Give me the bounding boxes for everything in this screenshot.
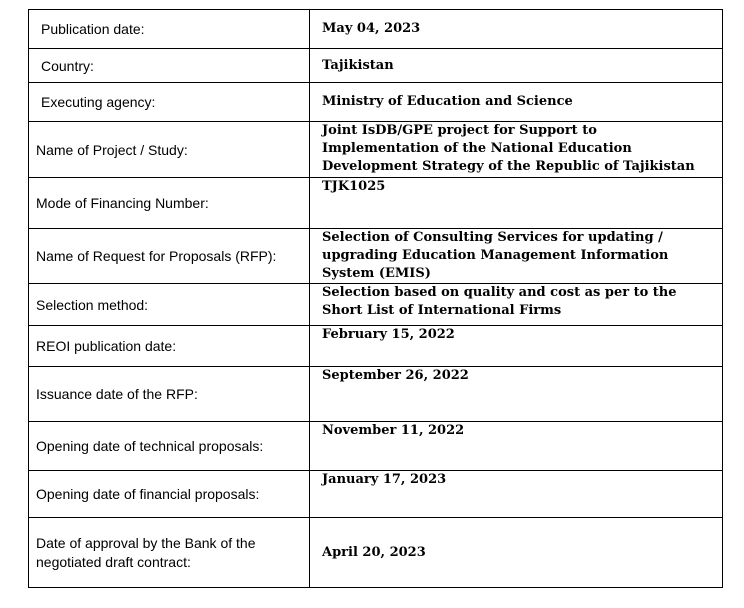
row-value: November 11, 2022 bbox=[310, 422, 723, 471]
row-value: Tajikistan bbox=[310, 49, 723, 83]
table-row bbox=[29, 367, 723, 422]
row-label: Name of Request for Proposals (RFP): bbox=[29, 229, 310, 284]
row-label: Mode of Financing Number: bbox=[29, 178, 310, 229]
table-row bbox=[29, 518, 723, 588]
row-label: Date of approval by the Bank of the negotiated draft contract: bbox=[29, 518, 310, 588]
row-value: Joint IsDB/GPE project for Support to Implementation of the National Education Development Strategy of the Republic of Tajikistan bbox=[310, 122, 723, 178]
row-label: REOI publication date: bbox=[29, 326, 310, 367]
row-label: Opening date of technical proposals: bbox=[29, 422, 310, 471]
row-label: Executing agency: bbox=[29, 83, 310, 122]
row-label: Country: bbox=[29, 49, 310, 83]
procurement-info-table bbox=[28, 9, 723, 588]
table-row bbox=[29, 10, 723, 49]
row-value: September 26, 2022 bbox=[310, 367, 723, 422]
row-value: April 20, 2023 bbox=[310, 518, 723, 588]
row-value: Selection of Consulting Services for updating / upgrading Education Management Information System (EMIS) bbox=[310, 229, 723, 284]
table-row bbox=[29, 83, 723, 122]
row-value: January 17, 2023 bbox=[310, 471, 723, 518]
table-row bbox=[29, 229, 723, 284]
row-label: Opening date of financial proposals: bbox=[29, 471, 310, 518]
row-value: Selection based on quality and cost as per to the Short List of International Firms bbox=[310, 284, 723, 326]
row-value: TJK1025 bbox=[310, 178, 723, 229]
table-row bbox=[29, 49, 723, 83]
table-row bbox=[29, 471, 723, 518]
table-row bbox=[29, 122, 723, 178]
row-value: May 04, 2023 bbox=[310, 10, 723, 49]
table-row bbox=[29, 178, 723, 229]
row-label: Publication date: bbox=[29, 10, 310, 49]
row-value: February 15, 2022 bbox=[310, 326, 723, 367]
row-value: Ministry of Education and Science bbox=[310, 83, 723, 122]
table-row bbox=[29, 422, 723, 471]
table-row bbox=[29, 326, 723, 367]
table-row bbox=[29, 284, 723, 326]
row-label: Issuance date of the RFP: bbox=[29, 367, 310, 422]
row-label: Selection method: bbox=[29, 284, 310, 326]
row-label: Name of Project / Study: bbox=[29, 122, 310, 178]
